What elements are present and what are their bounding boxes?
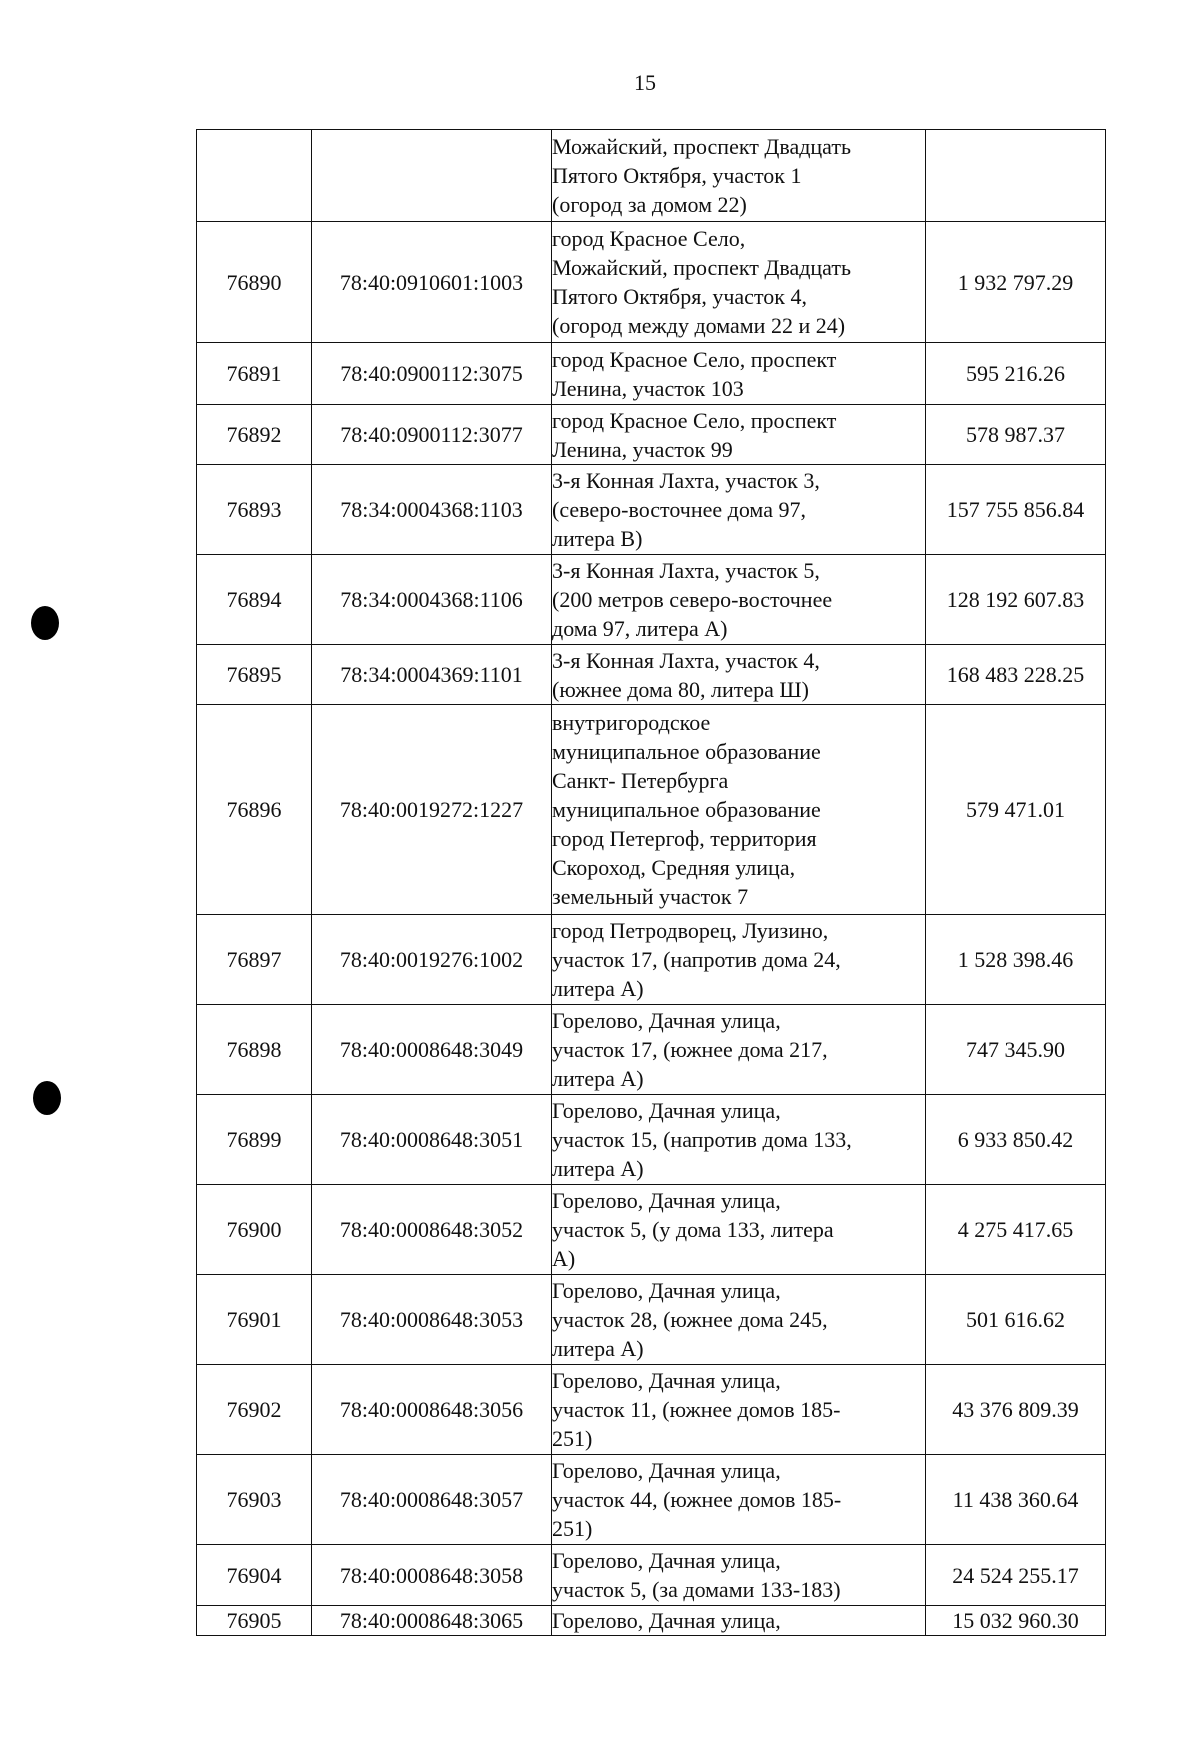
row-number-cell: 76905 <box>197 1606 312 1636</box>
table-row <box>197 645 1106 705</box>
row-number-cell: 76893 <box>197 465 312 555</box>
row-number-cell: 76892 <box>197 405 312 465</box>
table-row <box>197 1095 1106 1185</box>
cadastral-number-cell: 78:40:0008648:3052 <box>312 1185 552 1275</box>
row-number-cell: 76890 <box>197 222 312 343</box>
table-row <box>197 130 1106 222</box>
cadastral-number-cell <box>312 130 552 222</box>
table-row <box>197 1365 1106 1455</box>
address-cell: 3-я Конная Лахта, участок 5, (200 метров северо-восточнее дома 97, литера А) <box>552 555 926 645</box>
cadastral-value-cell <box>926 130 1106 222</box>
row-number-cell: 76891 <box>197 343 312 405</box>
address-cell: город Красное Село, проспект Ленина, участок 103 <box>552 343 926 405</box>
address-cell: Горелово, Дачная улица, участок 17, (южнее дома 217, литера А) <box>552 1005 926 1095</box>
address-cell: 3-я Конная Лахта, участок 3, (северо-восточнее дома 97, литера В) <box>552 465 926 555</box>
cadastral-value-cell: 1 528 398.46 <box>926 915 1106 1005</box>
cadastral-value-cell: 24 524 255.17 <box>926 1545 1106 1606</box>
cadastral-number-cell: 78:40:0008648:3056 <box>312 1365 552 1455</box>
table-row <box>197 1455 1106 1545</box>
cadastral-number-cell: 78:40:0008648:3065 <box>312 1606 552 1636</box>
table-row <box>197 1606 1106 1636</box>
cadastral-value-cell: 128 192 607.83 <box>926 555 1106 645</box>
row-number-cell: 76902 <box>197 1365 312 1455</box>
row-number-cell: 76903 <box>197 1455 312 1545</box>
row-number-cell: 76896 <box>197 705 312 915</box>
cadastral-value-cell: 501 616.62 <box>926 1275 1106 1365</box>
cadastral-value-cell: 579 471.01 <box>926 705 1106 915</box>
cadastral-value-cell: 43 376 809.39 <box>926 1365 1106 1455</box>
table-row <box>197 405 1106 465</box>
address-cell: Горелово, Дачная улица, <box>552 1606 926 1636</box>
table-row <box>197 1275 1106 1365</box>
cadastral-number-cell: 78:34:0004369:1101 <box>312 645 552 705</box>
page-number: 15 <box>634 70 656 95</box>
cadastral-value-cell: 168 483 228.25 <box>926 645 1106 705</box>
row-number-cell <box>197 130 312 222</box>
cadastral-value-cell: 11 438 360.64 <box>926 1455 1106 1545</box>
cadastral-value-cell: 595 216.26 <box>926 343 1106 405</box>
cadastral-number-cell: 78:40:0008648:3057 <box>312 1455 552 1545</box>
cadastral-number-cell: 78:40:0019276:1002 <box>312 915 552 1005</box>
cadastral-number-cell: 78:40:0008648:3051 <box>312 1095 552 1185</box>
address-cell: Горелово, Дачная улица, участок 28, (южнее дома 245, литера А) <box>552 1275 926 1365</box>
cadastral-value-cell: 578 987.37 <box>926 405 1106 465</box>
row-number-cell: 76898 <box>197 1005 312 1095</box>
address-cell: внутригородское муниципальное образование Санкт- Петербурга муниципальное образование город Петергоф, территория Скороход, Средняя улица, земельный участок 7 <box>552 705 926 915</box>
land-plot-table <box>196 129 1106 1636</box>
row-number-cell: 76894 <box>197 555 312 645</box>
row-number-cell: 76904 <box>197 1545 312 1606</box>
cadastral-number-cell: 78:34:0004368:1103 <box>312 465 552 555</box>
address-cell: город Красное Село, проспект Ленина, участок 99 <box>552 405 926 465</box>
table-row <box>197 1005 1106 1095</box>
table-row <box>197 1545 1106 1606</box>
row-number-cell: 76897 <box>197 915 312 1005</box>
cadastral-value-cell: 6 933 850.42 <box>926 1095 1106 1185</box>
row-number-cell: 76900 <box>197 1185 312 1275</box>
table-row <box>197 465 1106 555</box>
cadastral-value-cell: 15 032 960.30 <box>926 1606 1106 1636</box>
address-cell: Горелово, Дачная улица, участок 5, (у дома 133, литера А) <box>552 1185 926 1275</box>
row-number-cell: 76899 <box>197 1095 312 1185</box>
cadastral-value-cell: 4 275 417.65 <box>926 1185 1106 1275</box>
cadastral-value-cell: 157 755 856.84 <box>926 465 1106 555</box>
address-cell: 3-я Конная Лахта, участок 4, (южнее дома 80, литера Ш) <box>552 645 926 705</box>
table-row <box>197 343 1106 405</box>
cadastral-number-cell: 78:40:0900112:3075 <box>312 343 552 405</box>
table-row <box>197 915 1106 1005</box>
row-number-cell: 76901 <box>197 1275 312 1365</box>
cadastral-number-cell: 78:34:0004368:1106 <box>312 555 552 645</box>
cadastral-number-cell: 78:40:0008648:3053 <box>312 1275 552 1365</box>
cadastral-number-cell: 78:40:0008648:3058 <box>312 1545 552 1606</box>
binder-hole-mark <box>33 1081 61 1115</box>
cadastral-value-cell: 1 932 797.29 <box>926 222 1106 343</box>
address-cell: Горелово, Дачная улица, участок 44, (южнее домов 185- 251) <box>552 1455 926 1545</box>
binder-hole-mark <box>31 606 59 640</box>
cadastral-number-cell: 78:40:0910601:1003 <box>312 222 552 343</box>
table-row <box>197 1185 1106 1275</box>
table-row <box>197 555 1106 645</box>
cadastral-number-cell: 78:40:0008648:3049 <box>312 1005 552 1095</box>
table-row <box>197 705 1106 915</box>
address-cell: город Петродворец, Луизино, участок 17, (напротив дома 24, литера А) <box>552 915 926 1005</box>
address-cell: Можайский, проспект Двадцать Пятого Октября, участок 1 (огород за домом 22) <box>552 130 926 222</box>
table-row <box>197 222 1106 343</box>
address-cell: Горелово, Дачная улица, участок 11, (южнее домов 185- 251) <box>552 1365 926 1455</box>
cadastral-value-cell: 747 345.90 <box>926 1005 1106 1095</box>
cadastral-number-cell: 78:40:0019272:1227 <box>312 705 552 915</box>
cadastral-number-cell: 78:40:0900112:3077 <box>312 405 552 465</box>
address-cell: Горелово, Дачная улица, участок 5, (за домами 133-183) <box>552 1545 926 1606</box>
row-number-cell: 76895 <box>197 645 312 705</box>
address-cell: город Красное Село, Можайский, проспект Двадцать Пятого Октября, участок 4, (огород между домами 22 и 24) <box>552 222 926 343</box>
address-cell: Горелово, Дачная улица, участок 15, (напротив дома 133, литера А) <box>552 1095 926 1185</box>
